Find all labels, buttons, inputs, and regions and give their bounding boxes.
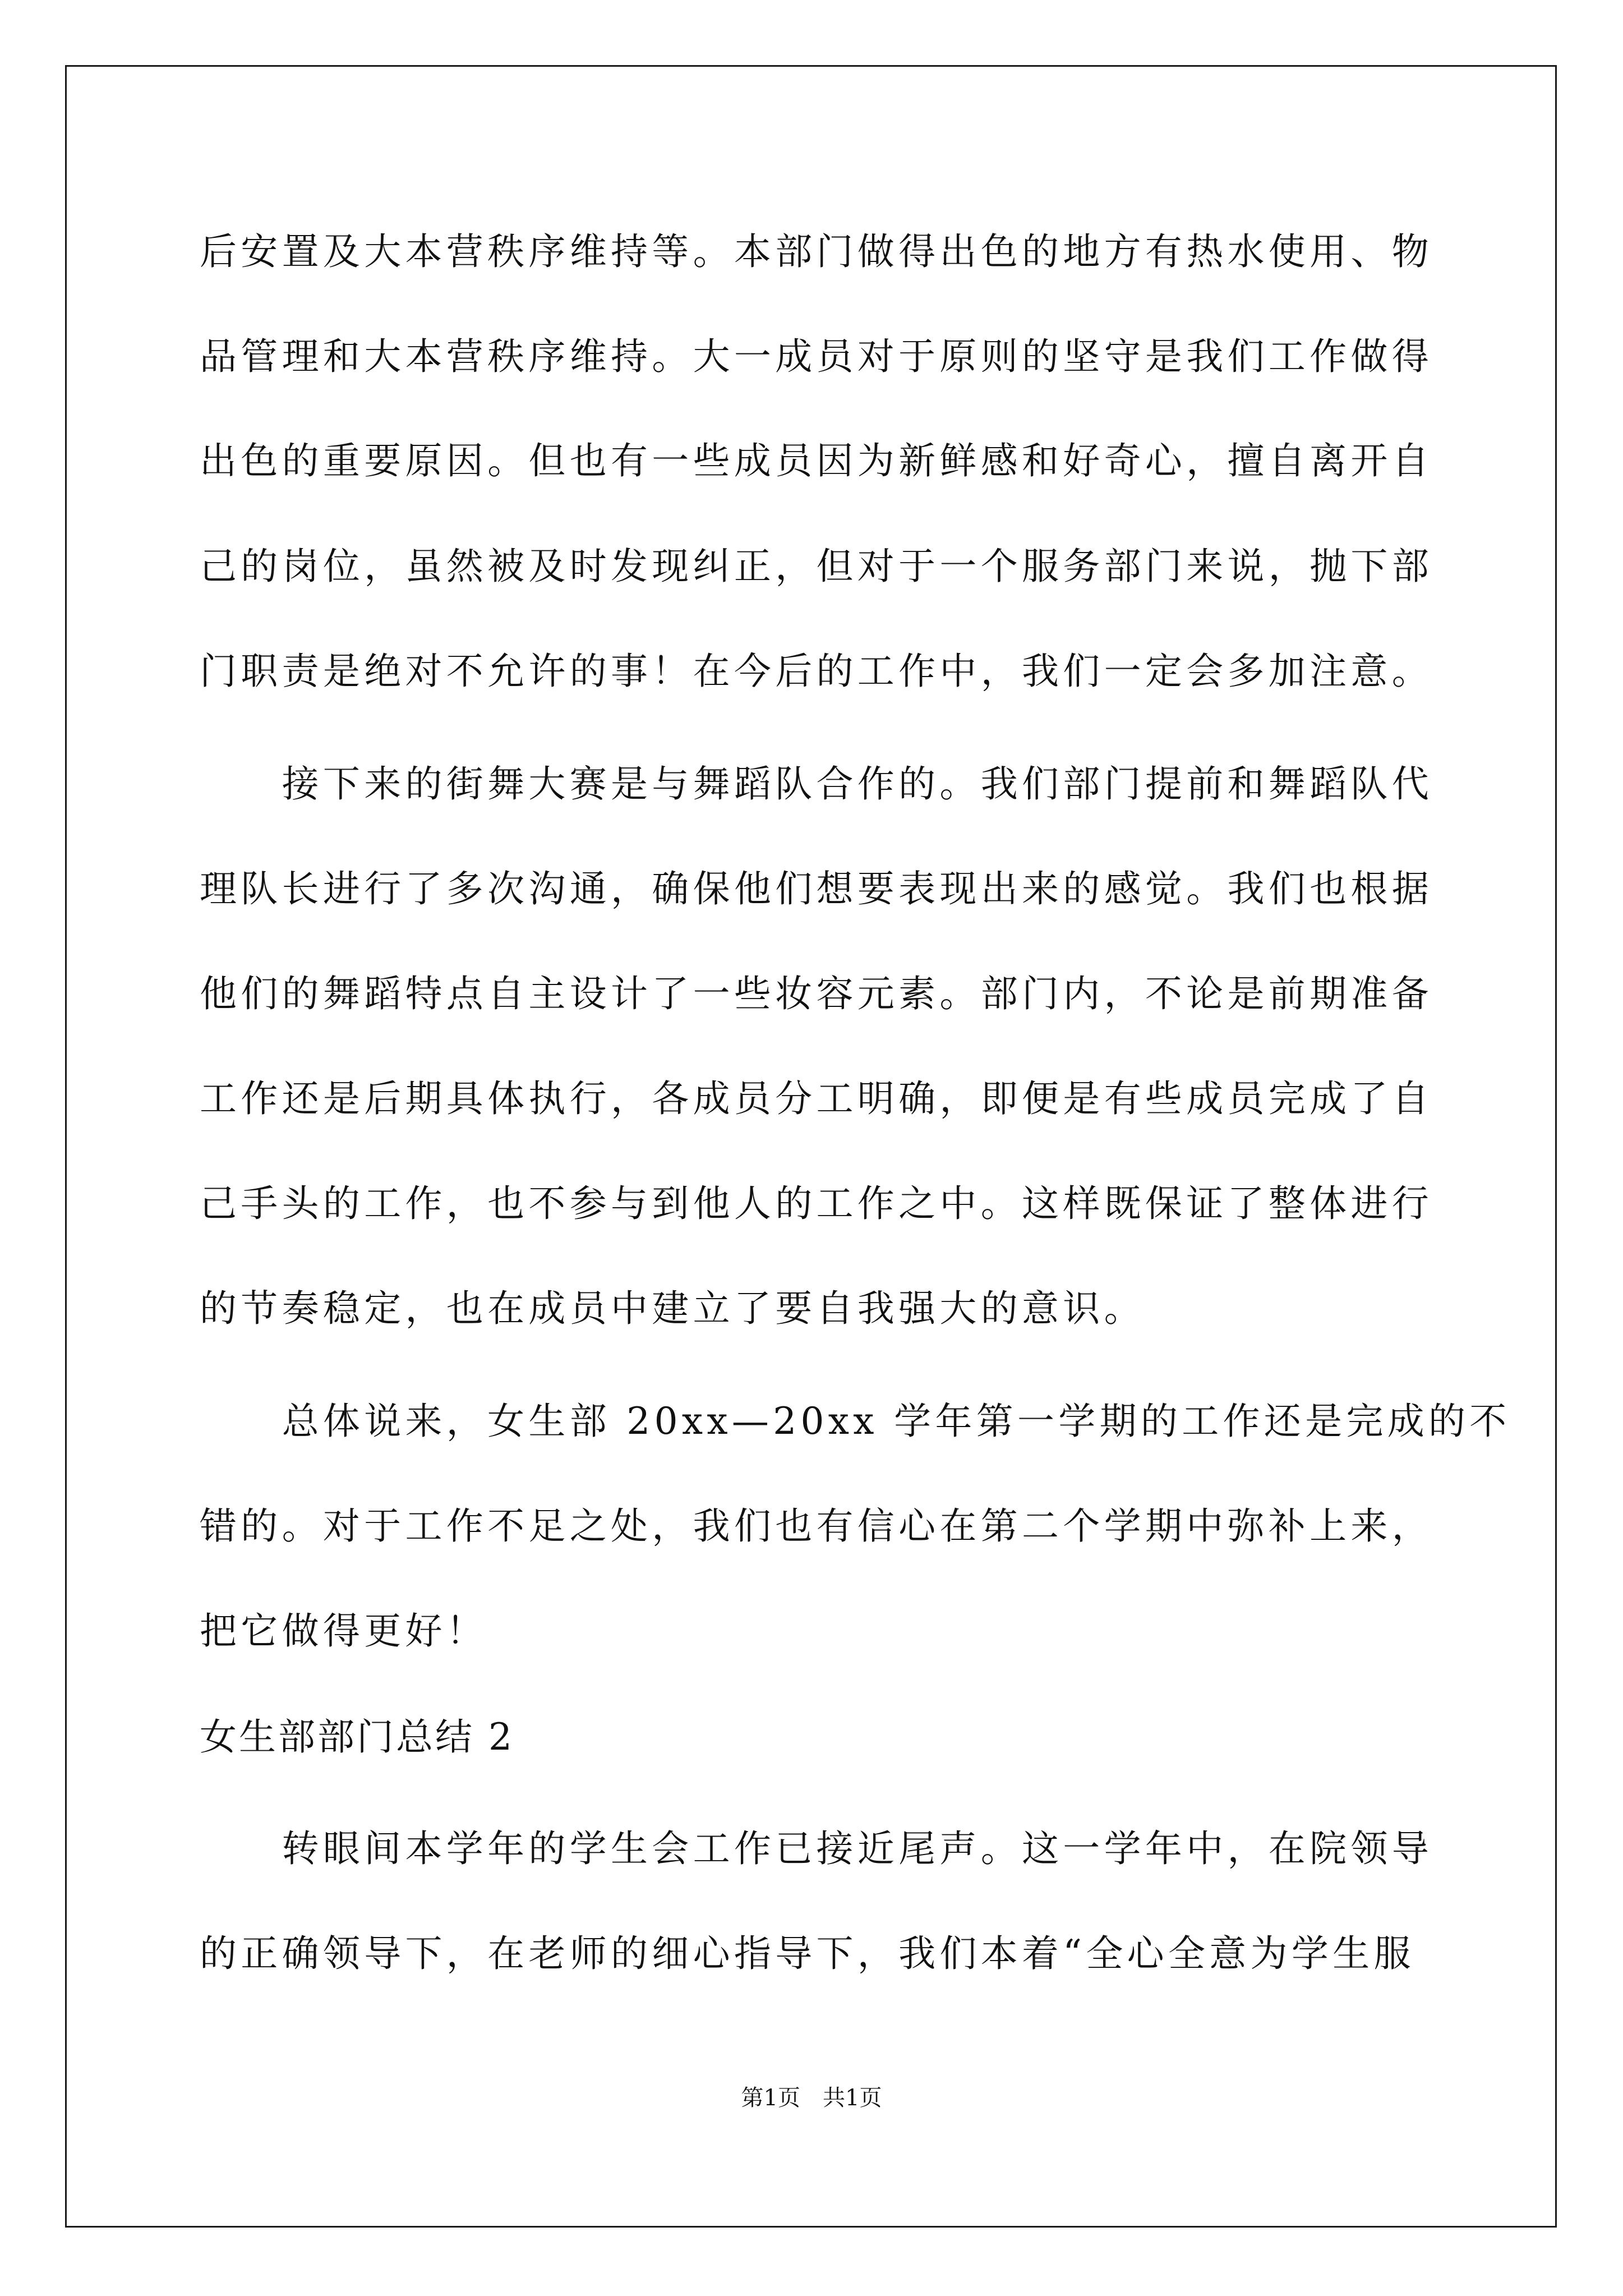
paragraph-line: 门职责是绝对不允许的事！在今后的工作中，我们一定会多加注意。 [200, 650, 1433, 693]
paragraph-line: 己的岗位，虽然被及时发现纠正，但对于一个服务部门来说，抛下部 [200, 545, 1433, 588]
paragraph-line: 工作还是后期具体执行，各成员分工明确，即便是有些成员完成了自 [200, 1077, 1433, 1120]
paragraph-line: 己手头的工作，也不参与到他人的工作之中。这样既保证了整体进行 [200, 1182, 1433, 1225]
paragraph-line: 理队长进行了多次沟通，确保他们想要表现出来的感觉。我们也根据 [200, 867, 1433, 910]
page-border [65, 65, 1557, 2228]
paragraph-line: 转眼间本学年的学生会工作已接近尾声。这一学年中，在院领导 [200, 1827, 1433, 1870]
paragraph-line: 出色的重要原因。但也有一些成员因为新鲜感和好奇心，擅自离开自 [200, 439, 1433, 482]
paragraph-line: 后安置及大本营秩序维持等。本部门做得出色的地方有热水使用、物 [200, 230, 1433, 273]
paragraph-line: 的正确领导下，在老师的细心指导下，我们本着“全心全意为学生服 [200, 1932, 1415, 1975]
paragraph-line: 错的。对于工作不足之处，我们也有信心在第二个学期中弥补上来， [200, 1504, 1433, 1548]
paragraph-line: 接下来的街舞大赛是与舞蹈队合作的。我们部门提前和舞蹈队代 [200, 762, 1433, 806]
paragraph-line: 总体说来，女生部 20xx—20xx 学年第一学期的工作还是完成的不 [200, 1400, 1511, 1443]
paragraph-line: 把它做得更好！ [200, 1609, 488, 1653]
paragraph-line: 品管理和大本营秩序维持。大一成员对于原则的坚守是我们工作做得 [200, 335, 1433, 378]
paragraph-line: 的节奏稳定，也在成员中建立了要自我强大的意识。 [200, 1287, 1145, 1330]
section-heading: 女生部部门总结 2 [200, 1715, 514, 1759]
page-footer: 第1页 共1页 [741, 2085, 882, 2111]
paragraph-line: 他们的舞蹈特点自主设计了一些妆容元素。部门内，不论是前期准备 [200, 972, 1433, 1015]
